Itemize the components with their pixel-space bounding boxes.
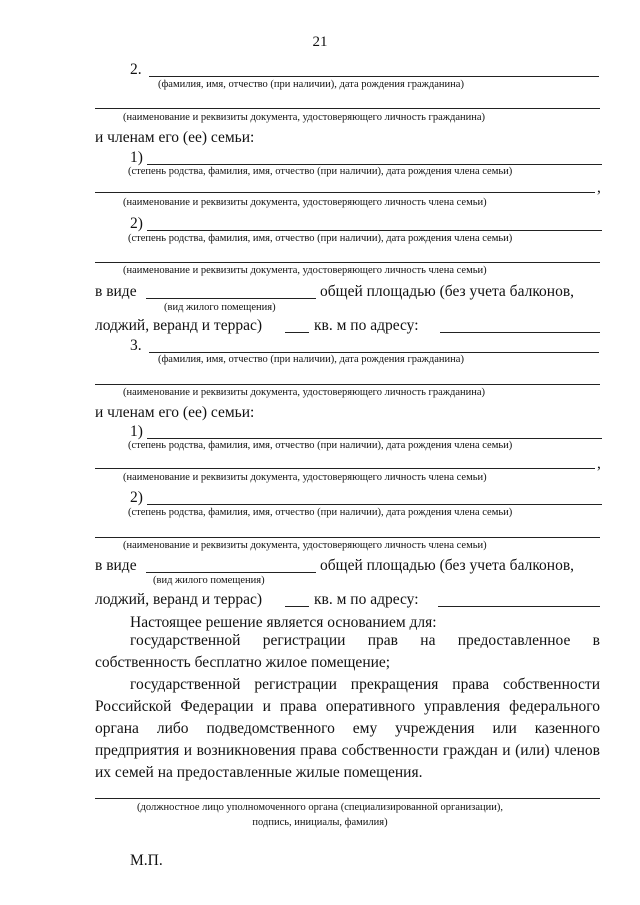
address-line (440, 332, 600, 333)
document-fill-line (95, 384, 600, 385)
area-text: общей площадью (без учета балконов, (320, 557, 575, 574)
member-1-document-line (95, 468, 595, 469)
sqm-address-text: кв. м по адресу: (314, 317, 419, 334)
member-2-caption: (степень родства, фамилия, имя, отчество (при наличии), дата рождения члена семьи) (128, 233, 513, 244)
member-2-document-caption: (наименование и реквизиты документа, удостоверяющего личность члена семьи) (123, 540, 487, 551)
person-fill-line (149, 352, 599, 353)
person-caption: (фамилия, имя, отчество (при наличии), дата рождения гражданина) (158, 79, 464, 90)
page-number: 21 (312, 34, 328, 50)
member-2-fill-line (147, 230, 602, 231)
person-caption: (фамилия, имя, отчество (при наличии), дата рождения гражданина) (158, 354, 464, 365)
signature-line (95, 798, 600, 799)
family-heading: и членам его (ее) семьи: (95, 404, 255, 421)
member-1-number: 1) (130, 423, 143, 440)
in-form-label: в виде (95, 557, 137, 574)
member-2-document-line (95, 537, 600, 538)
premise-type-caption: (вид жилого помещения) (153, 575, 265, 586)
member-1-fill-line (147, 438, 602, 439)
item-number: 2. (130, 61, 142, 78)
address-line (438, 606, 600, 607)
area-value-line (285, 332, 309, 333)
member-2-number: 2) (130, 215, 143, 232)
member-2-number: 2) (130, 489, 143, 506)
person-fill-line (149, 76, 599, 77)
document-caption: (наименование и реквизиты документа, удостоверяющего личность гражданина) (123, 387, 486, 398)
member-1-document-line (95, 192, 595, 193)
area-text: общей площадью (без учета балконов, (320, 283, 575, 300)
signature-caption-line-2: подпись, инициалы, фамилия) (252, 817, 388, 828)
member-1-caption: (степень родства, фамилия, имя, отчество (при наличии), дата рождения члена семьи) (128, 166, 513, 177)
premise-type-caption: (вид жилого помещения) (164, 302, 276, 313)
member-2-document-line (95, 262, 600, 263)
member-1-document-caption: (наименование и реквизиты документа, удостоверяющего личность члена семьи) (123, 472, 487, 483)
decision-basis-1: государственной регистрации прав на предоставленное в собственность бесплатно жилое помещение; (95, 632, 600, 671)
member-1-document-caption: (наименование и реквизиты документа, удостоверяющего личность члена семьи) (123, 197, 487, 208)
member-2-caption: (степень родства, фамилия, имя, отчество (при наличии), дата рождения члена семьи) (128, 507, 513, 518)
signature-caption-line-1: (должностное лицо уполномоченного органа (специализированной организации), (137, 802, 503, 813)
item-number: 3. (130, 337, 142, 354)
in-form-label: в виде (95, 283, 137, 300)
comma: , (597, 455, 601, 472)
stamp-placeholder: М.П. (130, 852, 163, 869)
document-fill-line (95, 108, 600, 109)
decision-intro: Настоящее решение является основанием для: (130, 614, 437, 631)
member-1-number: 1) (130, 149, 143, 166)
member-2-fill-line (147, 504, 602, 505)
member-2-document-caption: (наименование и реквизиты документа, удостоверяющего личность члена семьи) (123, 265, 487, 276)
document-caption: (наименование и реквизиты документа, удостоверяющего личность гражданина) (123, 112, 486, 123)
member-1-fill-line (147, 164, 602, 165)
premise-type-line (146, 298, 316, 299)
member-1-caption: (степень родства, фамилия, имя, отчество (при наличии), дата рождения члена семьи) (128, 440, 513, 451)
area-value-line (285, 606, 309, 607)
premise-type-line (146, 572, 316, 573)
family-heading: и членам его (ее) семьи: (95, 129, 255, 146)
loggias-text: лоджий, веранд и террас) (95, 591, 263, 608)
decision-basis-2: государственной регистрации прекращения права собственности Российской Федерации и права оперативного управления федерального органа либо подведомственного ему учреждения или казенного предприятия и возникновения права собственности граждан и (или) членов их семей на предоставленные жилые помещения. (95, 676, 600, 781)
loggias-text: лоджий, веранд и террас) (95, 317, 263, 334)
sqm-address-text: кв. м по адресу: (314, 591, 419, 608)
comma: , (597, 179, 601, 196)
